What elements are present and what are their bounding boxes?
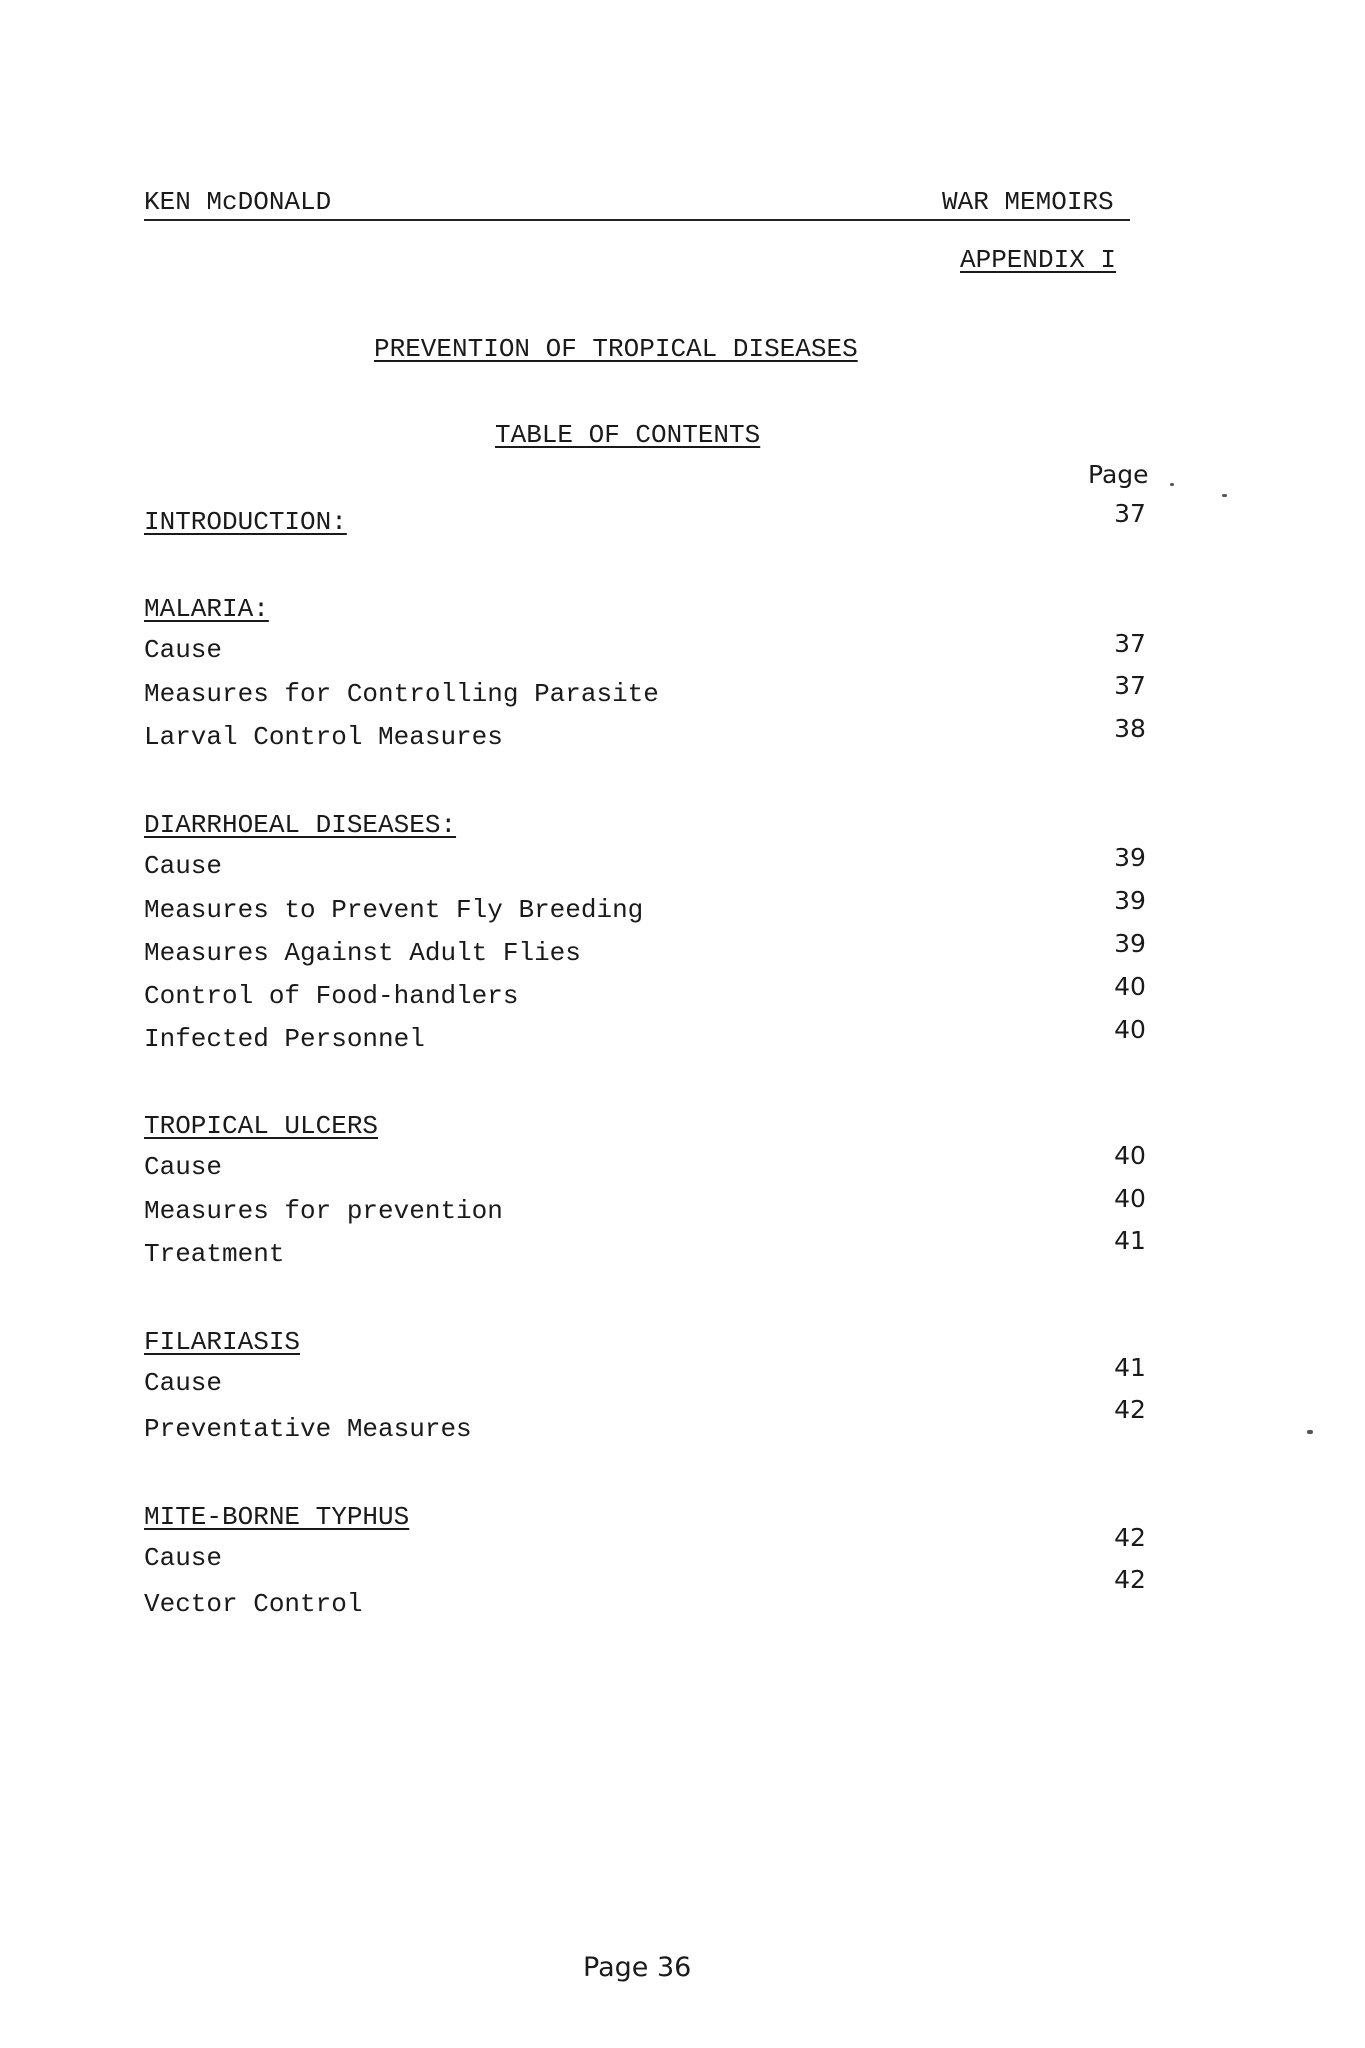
page-number: 40 bbox=[1114, 1184, 1146, 1213]
toc-entry: Treatment bbox=[144, 1239, 285, 1269]
header-appendix: APPENDIX I bbox=[960, 245, 1117, 275]
section-heading: TROPICAL ULCERS bbox=[144, 1111, 379, 1141]
toc-entry: Infected Personnel bbox=[144, 1024, 425, 1054]
section-heading: FILARIASIS bbox=[144, 1327, 301, 1357]
page-number: 37 bbox=[1114, 629, 1146, 658]
section-heading: MALARIA: bbox=[144, 594, 269, 624]
toc-entry: Larval Control Measures bbox=[144, 722, 503, 752]
page-number: 40 bbox=[1114, 1141, 1146, 1170]
toc-entry: Cause bbox=[144, 851, 223, 881]
section-heading: MITE-BORNE TYPHUS bbox=[144, 1502, 410, 1532]
toc-entry: Vector Control bbox=[144, 1589, 363, 1619]
scan-speck bbox=[1170, 483, 1174, 486]
section-heading: DIARRHOEAL DISEASES: bbox=[144, 810, 457, 840]
header-author: KEN McDONALD bbox=[144, 187, 332, 217]
page-number: 37 bbox=[1114, 671, 1146, 700]
page-number: 40 bbox=[1114, 1015, 1146, 1044]
document-title: PREVENTION OF TROPICAL DISEASES bbox=[374, 334, 858, 364]
page-number: 42 bbox=[1114, 1395, 1146, 1424]
page-number: 39 bbox=[1114, 843, 1146, 872]
toc-entry: Measures for Controlling Parasite bbox=[144, 679, 659, 709]
page-footer: Page 36 bbox=[583, 1952, 692, 1983]
header-divider bbox=[144, 219, 1130, 221]
page-number: 41 bbox=[1114, 1226, 1146, 1255]
page-number: 39 bbox=[1114, 886, 1146, 915]
page-number: 42 bbox=[1114, 1565, 1146, 1594]
scan-speck bbox=[1222, 494, 1227, 497]
page-column-label: Page bbox=[1088, 460, 1149, 489]
toc-entry: Cause bbox=[144, 1152, 223, 1182]
toc-entry: Measures Against Adult Flies bbox=[144, 938, 581, 968]
toc-entry: Measures for prevention bbox=[144, 1196, 503, 1226]
toc-entry: Preventative Measures bbox=[144, 1414, 472, 1444]
toc-entry: Measures to Prevent Fly Breeding bbox=[144, 895, 644, 925]
page-number: 42 bbox=[1114, 1523, 1146, 1552]
page-number: 38 bbox=[1114, 714, 1146, 743]
page-number: 41 bbox=[1114, 1353, 1146, 1382]
page-number: 40 bbox=[1114, 972, 1146, 1001]
toc-title: TABLE OF CONTENTS bbox=[495, 420, 761, 450]
section-heading: INTRODUCTION: bbox=[144, 507, 347, 537]
toc-entry: Control of Food-handlers bbox=[144, 981, 519, 1011]
scan-speck bbox=[1307, 1430, 1313, 1434]
header-title: WAR MEMOIRS bbox=[942, 187, 1114, 217]
page-number: 37 bbox=[1114, 499, 1146, 528]
page-number: 39 bbox=[1114, 929, 1146, 958]
toc-entry: Cause bbox=[144, 635, 223, 665]
toc-entry: Cause bbox=[144, 1543, 223, 1573]
toc-entry: Cause bbox=[144, 1368, 223, 1398]
